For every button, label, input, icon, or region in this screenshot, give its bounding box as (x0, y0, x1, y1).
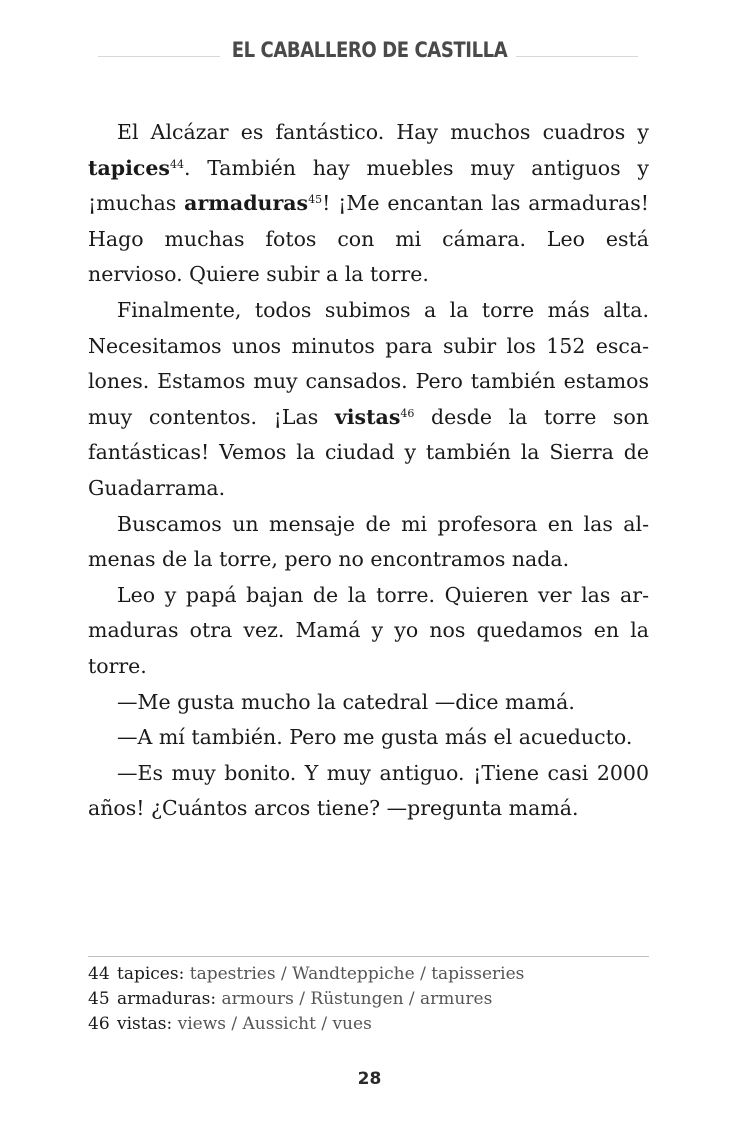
header-rule-right (516, 56, 638, 57)
book-title: EL CABALLERO DE CASTILLA (231, 38, 508, 62)
text-run: Leo y papá bajan de la torre. Quieren ver las armaduras otra vez. Mamá y yo nos quedamos en la torre. (88, 582, 649, 678)
footnote-number: 44 (88, 964, 110, 984)
paragraph (88, 293, 649, 507)
footnote-number: 46 (88, 1014, 110, 1034)
footnote-translation: views / Aussicht / vues (177, 1014, 372, 1034)
body-text (88, 115, 649, 827)
footnotes (88, 962, 649, 1037)
text-run: —Me gusta mucho la catedral —dice mamá. (117, 689, 575, 714)
paragraph (88, 507, 649, 578)
footnote-45 (88, 987, 649, 1012)
running-header (0, 38, 739, 72)
page-number: 28 (357, 1069, 382, 1089)
paragraph (88, 685, 649, 721)
text-run: Buscamos un mensaje de mi profesora en las almenas de la torre, pero no encontramos nada. (88, 511, 649, 572)
text-run: ! ¡Me encantan las armaduras! Hago muchas fotos con mi cámara. Leo está nervioso. Quiere subir a la torre. (88, 191, 650, 287)
paragraph (88, 578, 649, 685)
text-run: El Alcázar es fantástico. Hay muchos cuadros y (117, 120, 649, 144)
text-run: —A mí también. Pero me gusta más el acueducto. (117, 725, 633, 750)
footnote-number: 45 (88, 989, 110, 1009)
footnote-ref: 46 (400, 406, 415, 420)
footnote-term: armaduras: (117, 989, 217, 1009)
footnote-term: tapices: (117, 964, 185, 984)
text-run: —Es muy bonito. Y muy antiguo. ¡Tiene casi 2000 años! ¿Cuántos arcos tiene? —pregunta mamá. (88, 760, 649, 821)
glossary-term: tapices (88, 155, 170, 180)
paragraph (88, 720, 649, 756)
footnote-term: vistas: (117, 1014, 173, 1034)
footnote-translation: armours / Rüstungen / armures (221, 989, 493, 1009)
footnote-46 (88, 1012, 649, 1037)
paragraph (88, 756, 649, 827)
glossary-term: vistas (334, 404, 401, 429)
glossary-term: armaduras (184, 191, 309, 216)
text-run: desde la torre son fantásticas! Vemos la ciudad y también la Sierra de Guadarrama. (88, 404, 649, 500)
footnote-translation: tapestries / Wandteppiche / tapisseries (189, 964, 525, 984)
footnote-separator (88, 956, 649, 957)
text-run: . También hay muebles muy antiguos y ¡muchas (88, 155, 649, 216)
footnote-44 (88, 962, 649, 987)
paragraph (88, 115, 649, 293)
text-run: Finalmente, todos subimos a la torre más alta. Necesitamos unos minutos para subir los 152 escalones. Estamos muy cansados. Pero también estamos muy contentos. ¡Las (88, 297, 649, 429)
footnote-ref: 45 (308, 193, 323, 207)
footnote-ref: 44 (169, 157, 184, 171)
